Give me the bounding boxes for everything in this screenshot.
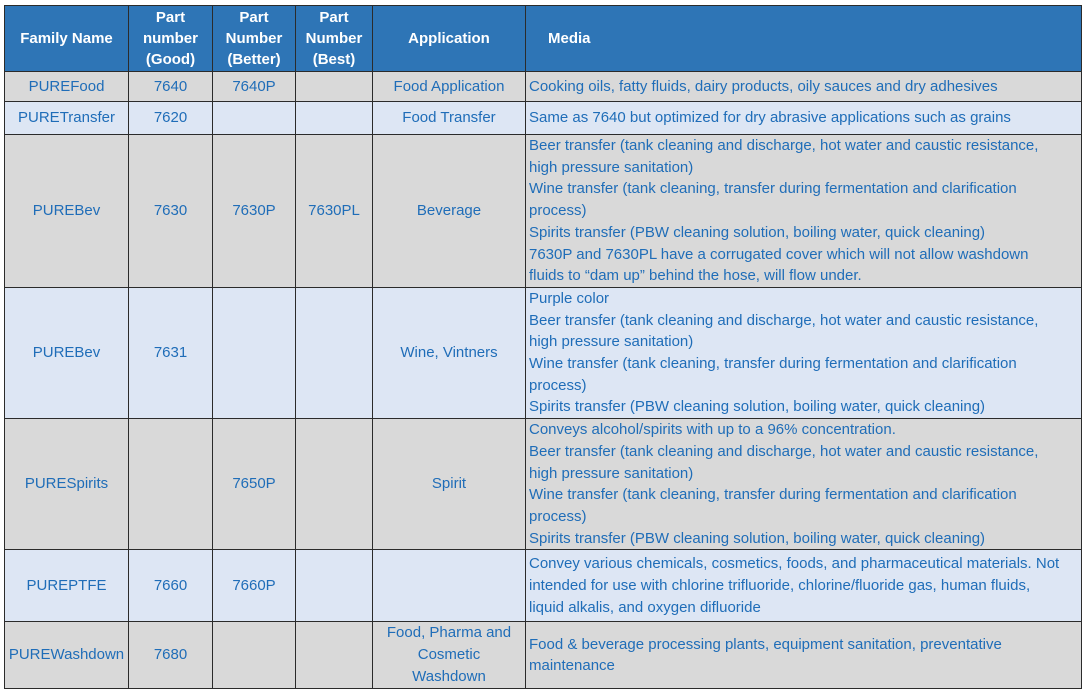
media-line: high pressure sanitation) — [529, 464, 694, 482]
table-body — [5, 72, 1082, 689]
cell-application — [373, 622, 526, 689]
media-line: Beer transfer (tank cleaning and discharge, hot water and caustic resistance, — [529, 311, 1039, 329]
cell-application — [373, 102, 526, 135]
cell-media — [526, 102, 1082, 135]
cell-part-better — [213, 622, 296, 689]
media-line: Wine transfer (tank cleaning, transfer during fermentation and clarification — [529, 355, 1017, 373]
media-line: process) — [529, 202, 587, 220]
media-line: Cooking oils, fatty fluids, dairy products, oily sauces and dry adhesives — [529, 77, 998, 95]
header-part-best-line: Number — [305, 30, 363, 47]
media-line: Purple color — [529, 289, 610, 307]
cell-application — [373, 287, 526, 418]
application-line: Beverage — [416, 201, 482, 219]
table-row — [5, 622, 1082, 689]
media-line: Food & beverage processing plants, equipment sanitation, preventative — [529, 635, 1002, 653]
application-line: Food Application — [393, 77, 505, 95]
media-line: Wine transfer (tank cleaning, transfer during fermentation and clarification — [529, 180, 1017, 198]
media-line: liquid alkalis, and oxygen difluoride — [529, 598, 761, 616]
media-line: maintenance — [529, 657, 615, 675]
cell-part-better: 7660P — [213, 550, 296, 622]
application-line: Food Transfer — [402, 109, 496, 126]
cell-family-name: PUREWashdown — [5, 622, 129, 689]
header-part-better — [213, 6, 296, 72]
cell-application — [373, 72, 526, 102]
media-line: Beer transfer (tank cleaning and discharge, hot water and caustic resistance, — [529, 137, 1039, 154]
cell-media — [526, 622, 1082, 689]
cell-part-best — [296, 287, 373, 418]
header-media: Media — [526, 6, 1082, 72]
application-line: Wine, Vintners — [400, 344, 498, 362]
cell-part-best — [296, 72, 373, 102]
product-table — [4, 5, 1082, 689]
cell-part-better: 7630P — [213, 135, 296, 288]
media-line: Conveys alcohol/spirits with up to a 96% concentration. — [529, 421, 896, 439]
cell-family-name: PUREBev — [5, 135, 129, 288]
cell-part-good: 7631 — [129, 287, 213, 418]
cell-part-best — [296, 419, 373, 550]
cell-media — [526, 287, 1082, 418]
cell-part-best — [296, 102, 373, 135]
media-line: high pressure sanitation) — [529, 158, 694, 176]
media-line: Spirits transfer (PBW cleaning solution, boiling water, quick cleaning) — [529, 398, 986, 416]
cell-part-good: 7630 — [129, 135, 213, 288]
media-line: fluids to “dam up” behind the hose, will flow under. — [529, 267, 862, 285]
cell-part-best: 7630PL — [296, 135, 373, 288]
media-line: process) — [529, 376, 587, 394]
cell-media — [526, 135, 1082, 288]
header-part-good-line: number — [142, 30, 198, 47]
application-line: Food, Pharma and — [386, 624, 512, 642]
cell-family-name: PUREBev — [5, 287, 129, 418]
media-line: Wine transfer (tank cleaning, transfer during fermentation and clarification — [529, 486, 1017, 504]
cell-part-good — [129, 419, 213, 550]
cell-application — [373, 135, 526, 288]
cell-media — [526, 72, 1082, 102]
header-part-better-line: Part — [239, 9, 269, 26]
cell-part-best — [296, 622, 373, 689]
table-row — [5, 287, 1082, 418]
media-line: Same as 7640 but optimized for dry abrasive applications such as grains — [529, 109, 1011, 127]
header-part-better-line: (Better) — [227, 51, 281, 68]
table-row — [5, 419, 1082, 550]
cell-part-good: 7680 — [129, 622, 213, 689]
cell-part-good: 7660 — [129, 550, 213, 622]
media-line: 7630P and 7630PL have a corrugated cover which will not allow washdown — [529, 245, 1029, 263]
header-part-best-line: (Best) — [312, 51, 356, 68]
table-row — [5, 102, 1082, 135]
header-part-good-line: Part — [155, 9, 186, 26]
cell-part-better: 7650P — [213, 419, 296, 550]
header-part-good — [129, 6, 213, 72]
header-part-best-line: Part — [319, 9, 349, 26]
header-application: Application — [373, 6, 526, 72]
table-row — [5, 550, 1082, 622]
cell-part-better — [213, 102, 296, 135]
application-line: Cosmetic — [417, 646, 481, 664]
media-line: Convey various chemicals, cosmetics, foods, and pharmaceutical materials. Not — [529, 555, 1060, 573]
header-family-name: Family Name — [5, 6, 129, 72]
application-line: Spirit — [431, 475, 467, 493]
cell-family-name: PURETransfer — [5, 102, 129, 135]
application-line: Washdown — [412, 668, 486, 686]
cell-part-better — [213, 287, 296, 418]
media-line: intended for use with chlorine trifluoride, chlorine/fluoride gas, human fluids, — [529, 577, 1031, 594]
cell-family-name: PUREPTFE — [5, 550, 129, 622]
cell-part-good: 7620 — [129, 102, 213, 135]
cell-part-better: 7640P — [213, 72, 296, 102]
cell-part-good: 7640 — [129, 72, 213, 102]
media-line: Spirits transfer (PBW cleaning solution, boiling water, quick cleaning) — [529, 223, 986, 241]
table-row — [5, 135, 1082, 288]
table-row — [5, 72, 1082, 102]
header-part-better-line: Number — [225, 30, 283, 47]
media-line: high pressure sanitation) — [529, 333, 694, 351]
cell-part-best — [296, 550, 373, 622]
header-row — [5, 6, 1082, 72]
media-line: Spirits transfer (PBW cleaning solution, boiling water, quick cleaning) — [529, 529, 986, 547]
header-part-good-line: (Good) — [145, 51, 196, 68]
cell-application — [373, 550, 526, 622]
cell-family-name: PURESpirits — [5, 419, 129, 550]
cell-application — [373, 419, 526, 550]
media-line: Beer transfer (tank cleaning and discharge, hot water and caustic resistance, — [529, 442, 1039, 460]
cell-media — [526, 550, 1082, 622]
cell-media — [526, 419, 1082, 550]
media-line: process) — [529, 507, 587, 525]
cell-family-name: PUREFood — [5, 72, 129, 102]
header-part-best — [296, 6, 373, 72]
